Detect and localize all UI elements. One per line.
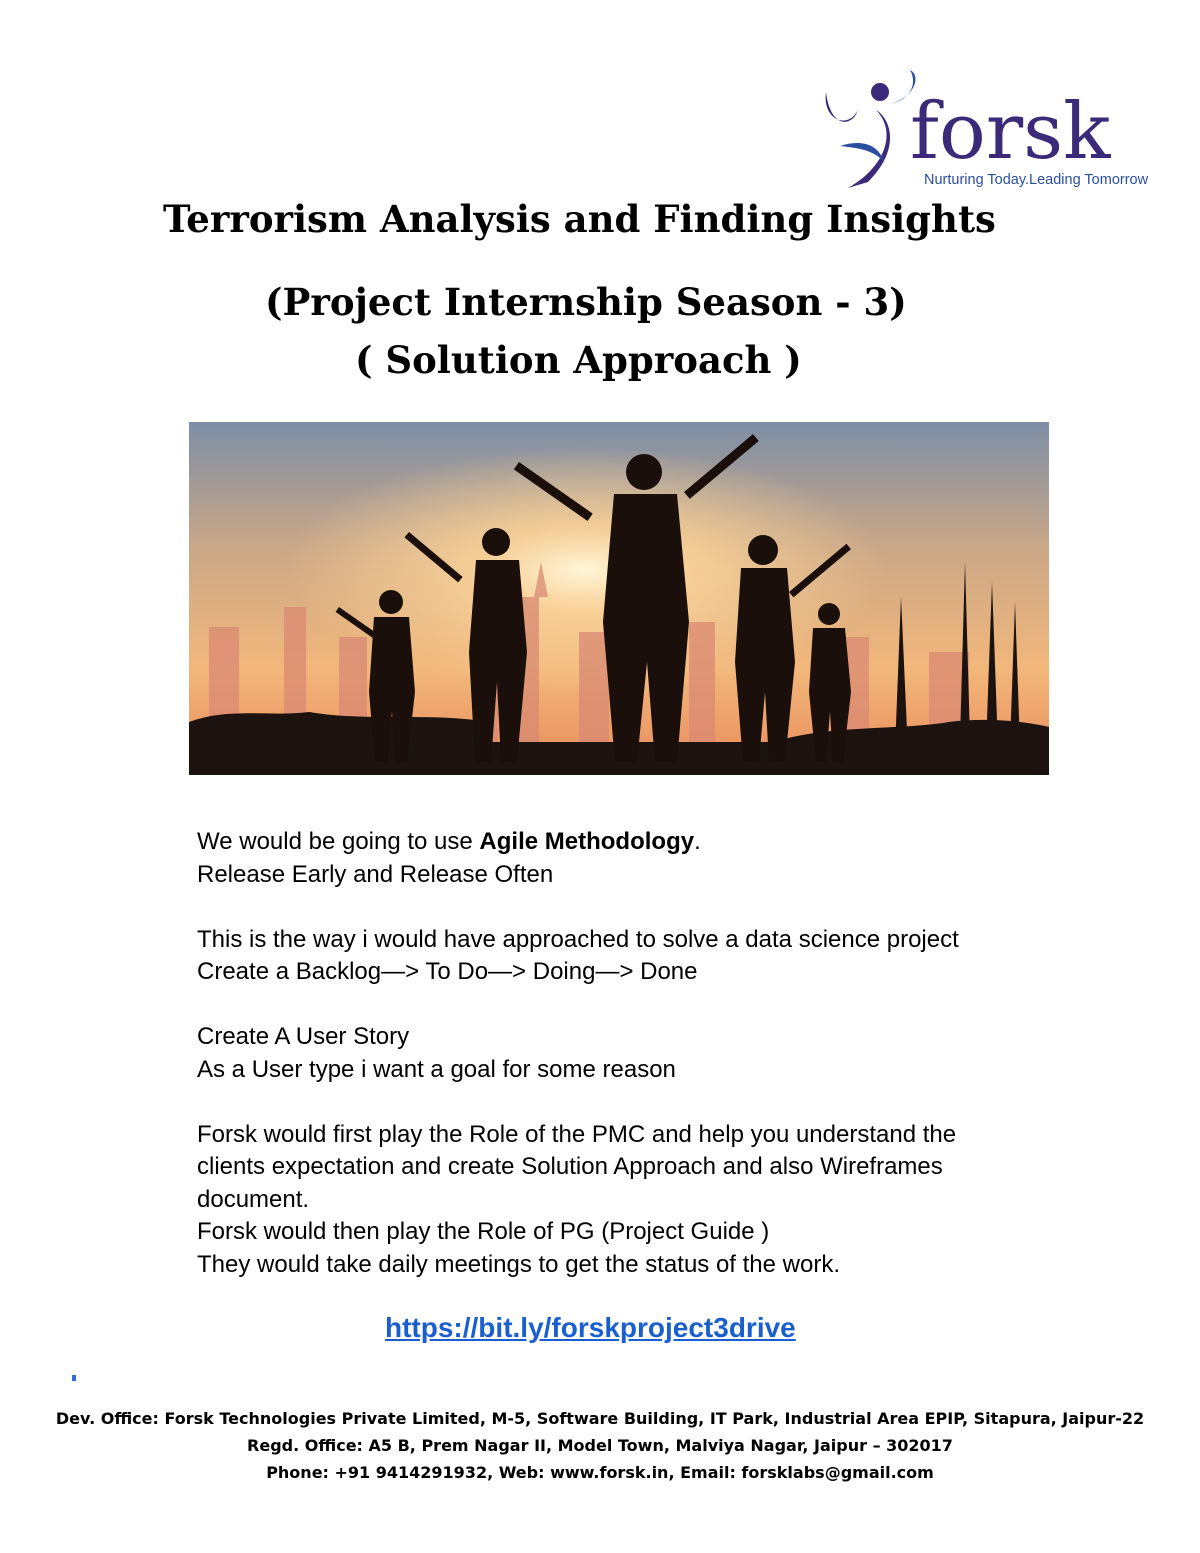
drive-link[interactable]: https://bit.ly/forskproject3drive: [385, 1312, 796, 1343]
story-title-line: Create A User Story: [197, 1023, 410, 1050]
pmc-line-3: document.: [197, 1185, 310, 1213]
body-text: [197, 826, 1117, 1281]
logo-head: [871, 83, 889, 101]
footer-dev-office: Dev. Office: Forsk Technologies Private Limited, M-5, Software Building, IT Park, Industrial Area EPIP, Sitapura, Jaipur-22: [55, 1409, 1145, 1428]
page-subtitle: (Project Internship Season - 3): [265, 280, 907, 324]
intro-bold: Agile Methodology: [479, 828, 695, 855]
page-title: Terrorism Analysis and Finding Insights: [163, 197, 996, 241]
pmc-line-2: clients expectation and create Solution Approach and also Wireframes: [197, 1153, 943, 1180]
backlog-line: Create a Backlog—> To Do—> Doing—> Done: [197, 958, 698, 985]
hero-image-soldier-silhouettes: [189, 422, 1049, 775]
footer-regd-office: Regd. Office: A5 B, Prem Nagar II, Model Town, Malviya Nagar, Jaipur – 302017: [247, 1436, 953, 1455]
intro-line: [197, 826, 1117, 859]
meetings-line: They would take daily meetings to get the status of the work.: [197, 1250, 841, 1278]
footer-contact: Phone: +91 9414291932, Web: www.forsk.in, Email: forsklabs@gmail.com: [266, 1463, 934, 1482]
intro-suffix: .: [694, 828, 701, 855]
section-title: ( Solution Approach ): [355, 338, 802, 382]
bullet-mark: [72, 1375, 76, 1381]
story-template-line: As a User type i want a goal for some reason: [197, 1055, 676, 1083]
forsk-logo: [818, 70, 1148, 192]
footer: [0, 1405, 1200, 1486]
release-line: Release Early and Release Often: [197, 860, 554, 888]
logo-swoosh-left: [826, 92, 858, 122]
logo-wordmark: forsk: [910, 87, 1111, 177]
pg-line: Forsk would then play the Role of PG (Project Guide ): [197, 1218, 770, 1245]
intro-prefix: We would be going to use: [197, 828, 480, 855]
logo-swoosh-arc: [840, 143, 884, 162]
approach-line: This is the way i would have approached to solve a data science project: [197, 925, 959, 953]
pmc-line-1: Forsk would first play the Role of the PMC and help you understand the: [197, 1120, 957, 1148]
logo-tagline: Nurturing Today.Leading Tomorrow: [924, 172, 1148, 188]
